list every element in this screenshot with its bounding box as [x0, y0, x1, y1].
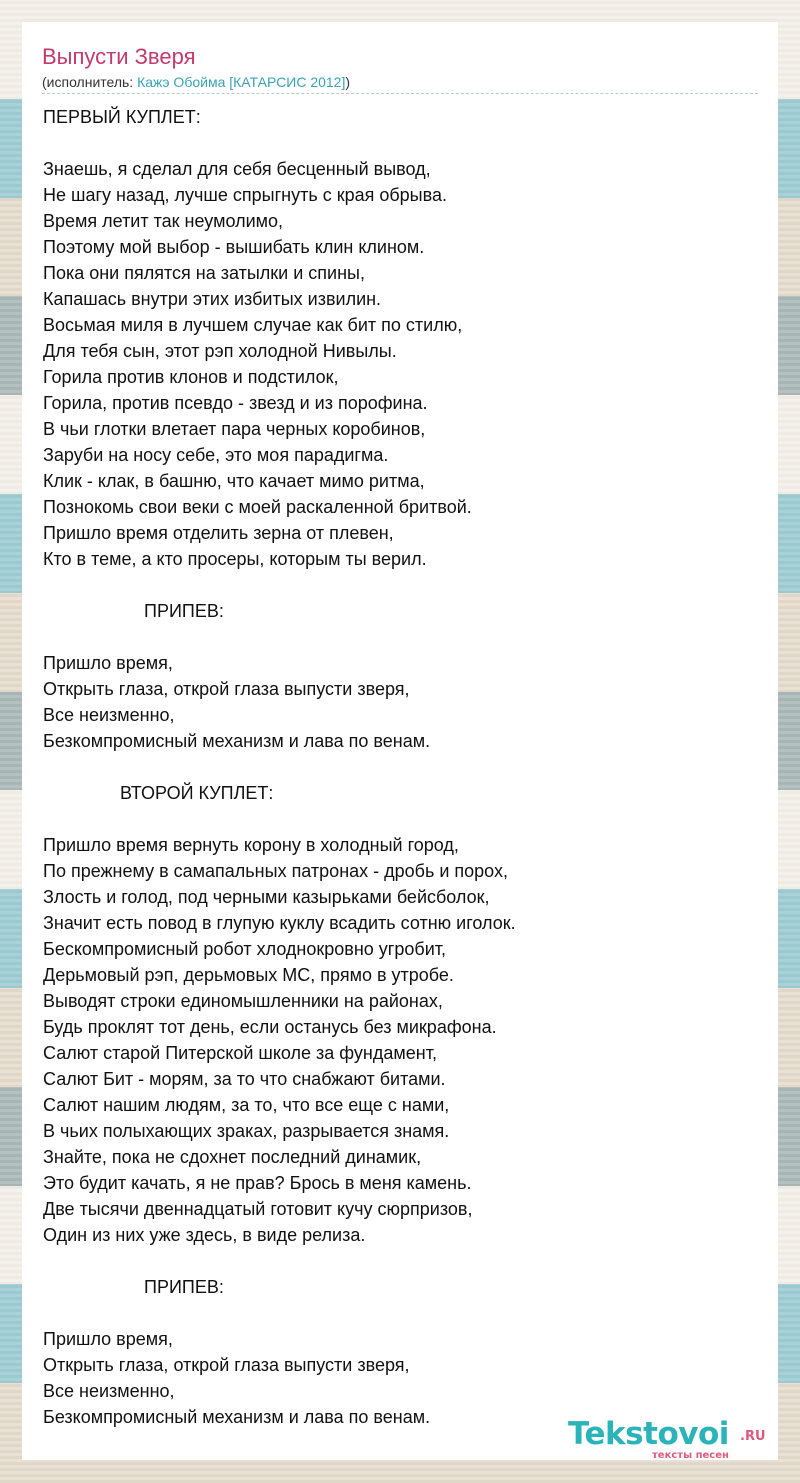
lyrics-line: Горила, против псевдо - звезд и из порофина. — [43, 393, 428, 413]
lyrics-line: Пока они пялятся на затылки и спины, — [43, 263, 365, 283]
performer-suffix: ) — [345, 74, 351, 90]
performer-line — [42, 73, 350, 91]
lyrics-line: ВТОРОЙ КУПЛЕТ: — [120, 783, 274, 803]
lyrics-line: Заруби на носу себе, это моя парадигма. — [43, 445, 389, 465]
lyrics-line: Один из них уже здесь, в виде релиза. — [43, 1225, 366, 1245]
lyrics-blank-line — [43, 572, 763, 598]
lyrics-line: Две тысячи двеннадцатый готовит кучу сюрпризов, — [43, 1199, 473, 1219]
lyrics-line: Злость и голод, под черными казырьками бейсболок, — [43, 887, 490, 907]
logo-wordmark: Tekstovoi — [568, 1416, 729, 1452]
song-title: Выпусти Зверя — [42, 44, 196, 69]
lyrics-line: Все неизменно, — [43, 1381, 175, 1401]
lyrics-line: По прежнему в самапальных патронах - дробь и порох, — [43, 861, 508, 881]
lyrics-blank-line — [43, 624, 763, 650]
lyrics-blank-line — [43, 130, 763, 156]
lyrics-line: Бескомпромисный робот хлоднокровно угробит, — [43, 939, 446, 959]
lyrics-line: В чьи глотки влетает пара черных коробинов, — [43, 419, 426, 439]
artist-link[interactable]: Кажэ Обойма — [137, 74, 226, 90]
lyrics-line: В чьих полыхающих зраках, разрывается знамя. — [43, 1121, 450, 1141]
lyrics-line: Пришло время вернуть корону в холодный город, — [43, 835, 459, 855]
lyrics-blank-line — [43, 1248, 763, 1274]
lyrics-line: ПРИПЕВ: — [144, 1277, 224, 1297]
lyrics-line: Знайте, пока не сдохнет последний динамик, — [43, 1147, 422, 1167]
lyrics-line: Салют нашим людям, за то, что все еще с нами, — [43, 1095, 450, 1115]
lyrics-line: ПРИПЕВ: — [144, 601, 224, 621]
lyrics-card — [22, 22, 778, 1460]
site-logo[interactable] — [568, 1416, 778, 1460]
lyrics-line: Выводят строки единомышленники на районах, — [43, 991, 443, 1011]
lyrics-line: Значит есть повод в глупую куклу всадить сотню иголок. — [43, 913, 516, 933]
lyrics-line: Не шагу назад, лучше спрыгнуть с края обрыва. — [43, 185, 447, 205]
lyrics-line: Безкомпромисный механизм и лава по венам. — [43, 1407, 431, 1427]
lyrics-line: Восьмая миля в лучшем случае как бит по стилю, — [43, 315, 463, 335]
lyrics-line: Дерьмовый рэп, дерьмовых МС, прямо в утробе. — [43, 965, 454, 985]
dashed-divider — [42, 93, 758, 94]
lyrics-line: Капашась внутри этих избитых извилин. — [43, 289, 382, 309]
lyrics-line: Пришло время отделить зерна от плевен, — [43, 523, 394, 543]
lyrics-blank-line — [43, 1300, 763, 1326]
lyrics-line: Салют Бит - морям, за то что снабжают битами. — [43, 1069, 446, 1089]
lyrics-line: Все неизменно, — [43, 705, 175, 725]
logo-tagline: тексты песен — [652, 1450, 729, 1461]
logo-domain: .RU — [740, 1429, 766, 1444]
lyrics-line: Салют старой Питерской школе за фундамент, — [43, 1043, 437, 1063]
lyrics-line: Пришло время, — [43, 653, 173, 673]
lyrics-line: Открыть глаза, открой глаза выпусти зверя, — [43, 679, 410, 699]
lyrics-text — [43, 104, 763, 1430]
lyrics-line: Клик - клак, в башню, что качает мимо ритма, — [43, 471, 425, 491]
lyrics-line: Знаешь, я сделал для себя бесценный вывод, — [43, 159, 431, 179]
lyrics-line: ПЕРВЫЙ КУПЛЕТ: — [43, 107, 201, 127]
lyrics-line: Открыть глаза, открой глаза выпусти зверя, — [43, 1355, 410, 1375]
album-link[interactable]: [КАТАРСИС 2012] — [229, 74, 346, 90]
performer-prefix: (исполнитель: — [42, 74, 138, 90]
lyrics-line: Пришло время, — [43, 1329, 173, 1349]
lyrics-line: Поэтому мой выбор - вышибать клин клином. — [43, 237, 425, 257]
lyrics-line: Кто в теме, а кто просеры, которым ты верил. — [43, 549, 427, 569]
lyrics-line: Безкомпромисный механизм и лава по венам. — [43, 731, 431, 751]
lyrics-line: Будь проклят тот день, если останусь без микрафона. — [43, 1017, 497, 1037]
lyrics-blank-line — [43, 806, 763, 832]
lyrics-line: Горила против клонов и подстилок, — [43, 367, 339, 387]
lyrics-line: Время летит так неумолимо, — [43, 211, 284, 231]
lyrics-line: Это будит качать, я не прав? Брось в меня камень. — [43, 1173, 472, 1193]
lyrics-line: Познокомь свои веки с моей раскаленной бритвой. — [43, 497, 472, 517]
lyrics-blank-line — [43, 754, 763, 780]
lyrics-line: Для тебя сын, этот рэп холодной Нивылы. — [43, 341, 397, 361]
